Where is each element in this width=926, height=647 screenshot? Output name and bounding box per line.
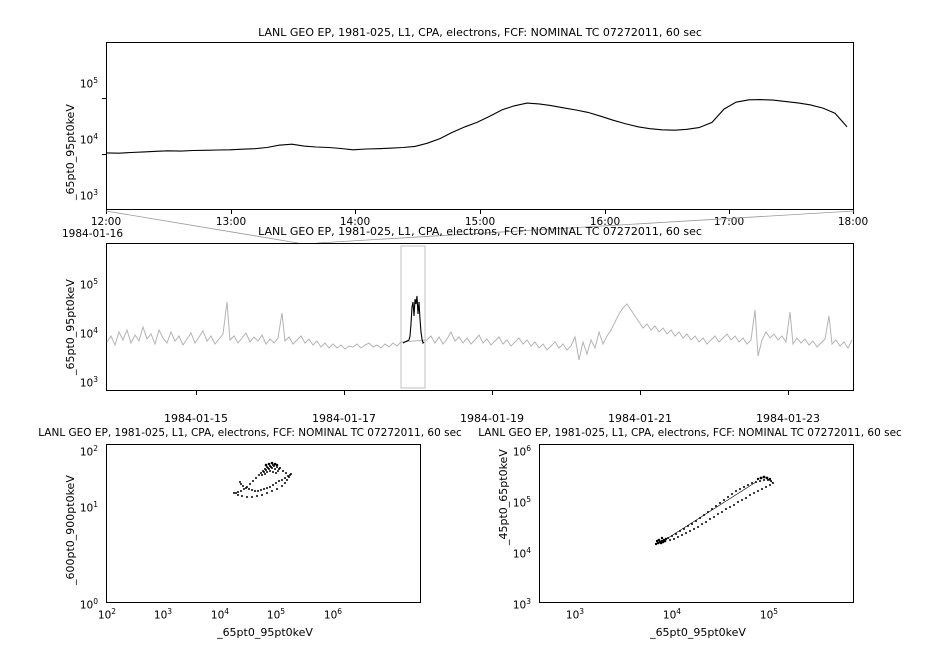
panel-scatter-left-xtick-0: $10^2$ xyxy=(97,607,117,622)
panel-top-title: LANL GEO EP, 1981-025, L1, CPA, electrons, FCF: NOMINAL TC 07272011, 60 sec xyxy=(258,26,702,39)
panel-top-ylabel: _65pt0_95pt0keV xyxy=(64,104,77,200)
panel-scatter-left-ytick-2: $10^2$ xyxy=(79,444,98,459)
panel-scatter-right-ytick-5: $10^5$ xyxy=(512,495,531,510)
panel-scatter-right-ytick-6: $10^6$ xyxy=(512,444,531,459)
tick xyxy=(102,154,106,155)
panel-top-plot xyxy=(107,43,853,209)
panel-scatter-left-ylabel: _600pt0_900pt0keV xyxy=(64,475,77,585)
tick xyxy=(492,391,493,395)
panel-scatter-left-title: LANL GEO EP, 1981-025, L1, CPA, electrons, FCF: NOMINAL TC 07272011, 60 sec xyxy=(38,427,462,439)
panel-top-xtick-1: 13:00 xyxy=(215,216,247,228)
tick xyxy=(102,98,106,99)
panel-scatter-left-xtick-1: $10^3$ xyxy=(153,607,173,622)
panel-scatter-left-ytick-0: $10^0$ xyxy=(79,597,98,612)
panel-context-highlight-label: 1984-01-16 xyxy=(62,228,124,240)
panel-top-xtick-3: 15:00 xyxy=(464,216,496,228)
panel-scatter-right-ytick-4: $10^4$ xyxy=(512,546,531,561)
panel-top-xtick-0: 12:00 xyxy=(90,216,122,228)
panel-scatter-left-xlabel: _65pt0_95pt0keV xyxy=(217,626,313,639)
panel-top-ytick-4: $10^4$ xyxy=(79,132,98,147)
panel-scatter-right-xtick-1: $10^4$ xyxy=(662,607,682,622)
panel-top-axes xyxy=(106,42,854,210)
panel-scatter-left-xtick-2: $10^4$ xyxy=(210,607,230,622)
panel-top-xtick-4: 16:00 xyxy=(589,216,621,228)
panel-context-xtick-2: 1984-01-19 xyxy=(460,412,524,425)
panel-top-xtick-2: 14:00 xyxy=(339,216,371,228)
panel-context-xtick-3: 1984-01-21 xyxy=(608,412,672,425)
panel-context-plot xyxy=(107,244,853,390)
tick xyxy=(344,391,345,395)
panel-context-xtick-1: 1984-01-17 xyxy=(312,412,376,425)
tick xyxy=(788,391,789,395)
panel-context-xtick-0: 1984-01-15 xyxy=(164,412,228,425)
panel-scatter-right-xtick-0: $10^3$ xyxy=(565,607,585,622)
panel-scatter-left-plot xyxy=(107,445,420,602)
panel-scatter-right-ytick-3: $10^3$ xyxy=(512,597,531,612)
panel-top-xtick-6: 18:00 xyxy=(837,216,869,228)
tick xyxy=(640,391,641,395)
panel-scatter-right-title: LANL GEO EP, 1981-025, L1, CPA, electrons, FCF: NOMINAL TC 07272011, 60 sec xyxy=(478,427,902,439)
panel-scatter-left-ytick-1: $10^1$ xyxy=(79,500,98,515)
panel-context-ylabel: _65pt0_95pt0keV xyxy=(64,279,77,375)
panel-context-axes xyxy=(106,243,854,391)
panel-scatter-right-ylabel: _45pt0_65pt0keV xyxy=(497,449,510,545)
tick xyxy=(196,391,197,395)
panel-scatter-right-axes xyxy=(539,444,854,603)
panel-scatter-right-xtick-2: $10^5$ xyxy=(759,607,779,622)
panel-context-ytick-3: $10^3$ xyxy=(79,375,98,390)
panel-context-ytick-4: $10^4$ xyxy=(79,326,98,341)
panel-scatter-left-xtick-4: $10^6$ xyxy=(323,607,343,622)
panel-top-ytick-3: $10^3$ xyxy=(79,188,98,203)
panel-scatter-right-xlabel: _65pt0_95pt0keV xyxy=(650,626,746,639)
panel-top-ytick-5: $10^5$ xyxy=(79,76,98,91)
panel-context-ytick-5: $10^5$ xyxy=(79,277,98,292)
panel-scatter-right-plot xyxy=(540,445,853,602)
panel-context-xtick-4: 1984-01-23 xyxy=(756,412,820,425)
panel-scatter-left-axes xyxy=(106,444,421,603)
panel-top-xtick-5: 17:00 xyxy=(713,216,745,228)
panel-scatter-left-xtick-3: $10^5$ xyxy=(266,607,286,622)
panel-context-title: LANL GEO EP, 1981-025, L1, CPA, electrons, FCF: NOMINAL TC 07272011, 60 sec xyxy=(258,225,702,238)
